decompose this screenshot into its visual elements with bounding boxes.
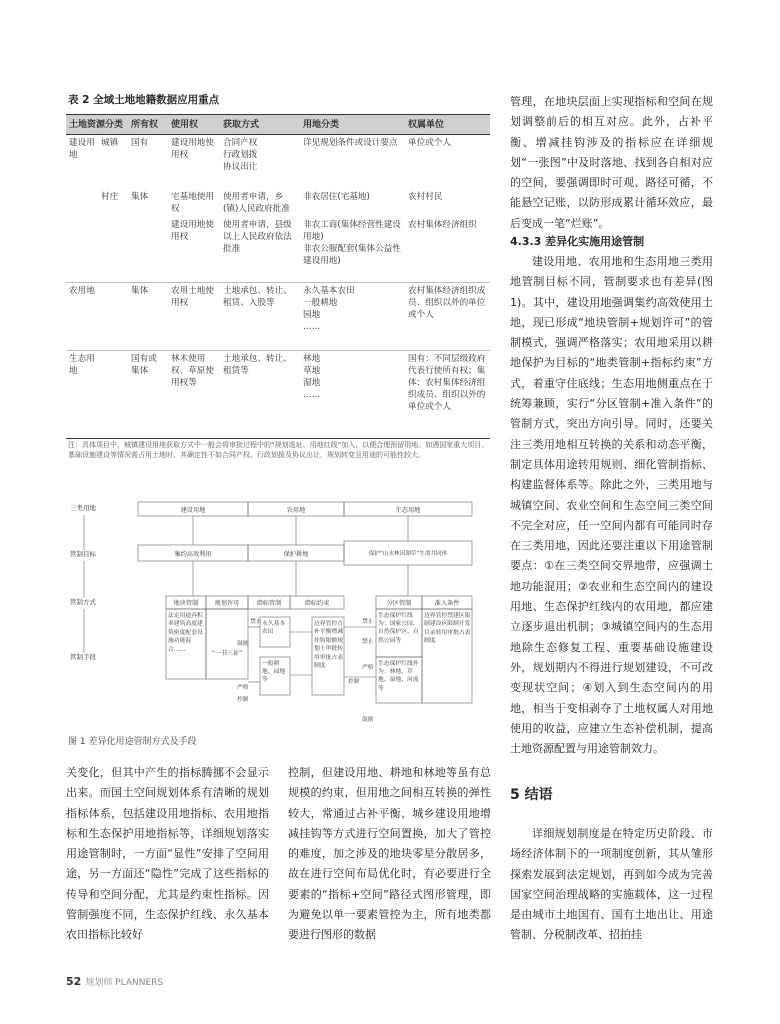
cell-use-right: 农用土地使用权 — [168, 283, 220, 351]
cell-ownership: 集体 — [131, 191, 149, 202]
table-header-row — [66, 115, 490, 135]
arrow-label: 禁止 — [250, 619, 262, 625]
cell-category — [66, 189, 98, 217]
table-caption: 表 2 全域土地地籍数据应用重点 — [68, 94, 220, 106]
arrow-label: 控制 — [237, 697, 249, 703]
row-label: 管制手段 — [70, 653, 96, 661]
arrow-label: 鼓励 — [237, 641, 249, 647]
cell-category: 生态用地 — [66, 351, 98, 439]
right-column-body — [510, 252, 713, 759]
cell-ownership: 国有 — [131, 138, 149, 148]
land-data-table — [66, 114, 490, 439]
row-label: 管制目标 — [70, 550, 96, 558]
cell-use-right: 宅基地使用权 — [171, 191, 214, 214]
cell-subcategory — [98, 283, 128, 351]
cell-class: 永久基本农田 一般耕地 园地 …… — [300, 283, 405, 351]
journal-name: 规划师 PLANNERS — [85, 978, 164, 988]
means-access: 边界管控禁建区限制建设区限制开发目录转用审批占表制度 — [424, 613, 471, 645]
cell-class: 详见规划条件或设计要点 — [303, 138, 398, 148]
cell-unit: 单位或个人 — [408, 138, 451, 148]
cell-acquisition: 土地承包、转让、租赁等 — [220, 351, 300, 439]
cell-ownership: 国有或集体 — [128, 351, 168, 439]
table-row — [66, 135, 490, 189]
means-yishu: “一书三证” — [211, 650, 243, 657]
cell-category: 建设用地 — [69, 138, 95, 160]
header-cell: 土地资源分类 — [66, 115, 128, 135]
cell-unit: 农村集体经济组织 — [408, 219, 477, 230]
paragraph: 关变化，但其中产生的指标腾挪不会显示出来。而国土空间规划体系有清晰的规划指标体系，包括建设用地指标、农用地指标和生态保护用地指标等，详细规划落实用途管制时，一方面“显性”安排了空间用途，另一方面还“隐性”完成了这些指标的传导和空间分配，尤其是约束性指标。因管制强度不同，生态保护红线、永久基本农田指标比较好 — [66, 766, 269, 942]
cell-ownership: 集体 — [128, 283, 168, 351]
page-number: 52 — [66, 975, 82, 988]
cell-acquisition: 土地承包、转让、租赁、入股等 — [220, 283, 300, 351]
cell-acquisition: 使用者申请，县级以上人民政府依法批准 — [223, 219, 292, 254]
section-title: 5 结语 — [510, 787, 553, 803]
method-label: 地块管制 — [173, 600, 199, 607]
arrow-label: 严格 — [237, 685, 249, 691]
means-control: 边界管控占补平衡增减挂钩限额规划土审批转用审批占表制度 — [314, 621, 343, 670]
means-farm: 永久基本农田 — [262, 621, 286, 635]
target-label: 集约高效利用 — [174, 551, 212, 558]
section-heading: 4.3.3 差异化实施用途管制 — [510, 235, 645, 248]
paragraph: 详细规划制度是在特定历史阶段、市场经济体制下的一项制度创新，其从雏形探索发展到法定规划，再到如今成为完善国家空间治理战略的实施载体，这一过程是由城市土地国有、国有土地出让、用途管制、分税制改革、招拍挂 — [510, 827, 713, 942]
method-label: 分区管制 — [386, 600, 412, 607]
header-cell: 所有权 — [128, 115, 168, 135]
table-row — [66, 283, 490, 351]
row-label: 管制方式 — [70, 598, 96, 606]
body-column-2 — [288, 763, 491, 946]
means-eco-out: 生态保护红线外为：林地、草地、湿地、河流等 — [378, 661, 419, 692]
cell-acquisition: 合同产权 行政划拨 协议出让 — [223, 138, 258, 172]
cell-subcategory: 城镇 — [101, 138, 119, 148]
land-type-label: 建设用地 — [180, 507, 206, 514]
cell-acquisition: 使用者申请，乡(镇)人民政府批准 — [223, 191, 290, 214]
paragraph: 控制，但建设用地、耕地和林地等虽有总规模的约束，但用地之间相互转换的弹性较大，常通过占补平衡、城乡建设用地增减挂钩等方式进行空间置换，加大了管控的难度，加之涉及的地块零星分散居多，故在进行空间布局优化时，有必要进行全要素的“指标+空间”路径式图形管理，即为避免以单一要素管控为主，所有地类都要进行图形的数据 — [288, 766, 491, 942]
table-row — [66, 351, 490, 439]
table-row — [66, 217, 490, 283]
header-cell: 使用权 — [168, 115, 220, 135]
arrow-label: 控制 — [348, 679, 360, 685]
header-cell: 权属单位 — [405, 115, 490, 135]
land-type-label: 生态用地 — [395, 507, 421, 514]
right-column-bottom — [510, 824, 713, 946]
table-row — [66, 189, 490, 217]
cell-ownership — [128, 217, 168, 283]
table-note: 注：具体项目中，城镇建设用地获取方式中一般会将审批过程中的“规划选址、用地红线”加入，以便合理预留用地。如遇国家重大项目、基础设施建设等情况需占用土地时，其确定性不如合同产权、行政划拨及协议出让，规划转变且用途的可能性较大。 — [68, 441, 489, 459]
cell-use-right: 林木使用权、草原使用权等 — [168, 351, 220, 439]
target-label: 保护耕地 — [283, 551, 309, 558]
arrow-label: 鼓励 — [362, 717, 374, 723]
arrow-label: 严格 — [362, 665, 374, 671]
means-general: 一般耕地、园地等 — [262, 661, 286, 683]
arrow-label: 禁止 — [362, 639, 374, 645]
cell-subcategory — [98, 217, 128, 283]
paragraph: 管理，在地块层面上实现指标和空间在规划调整前后的相互对应。此外，占补平衡、增减挂钩涉及的指标应在详细规划“一张图”中及时落地、找到各自相对应的空间，要强调即时可观、路径可循，不能悬空记账，以防形成累计循环效应，最后变成一笔“烂账”。 — [510, 95, 713, 230]
cell-class: 非农工商(集体经营性建设用地) 非农公服配套(集体公益性建设用地) — [303, 219, 401, 266]
method-label: 指标管制 — [256, 600, 282, 607]
means-build: 法定用途容积率建筑高度建筑密度配套设施功能混合…… — [168, 613, 203, 653]
header-cell: 获取方式 — [220, 115, 300, 135]
cell-category: 农用地 — [66, 283, 98, 351]
cell-class: 林地 草地 湿地 …… — [300, 351, 405, 439]
cell-unit: 国有：不同层级政府代表行使所有权；集体：农村集体经济组织成员、组织以外的单位或个人 — [405, 351, 490, 439]
cell-use-right: 建设用地使用权 — [171, 219, 214, 242]
figure-diagram — [66, 497, 494, 728]
target-label: 保护“山水林田湖草”生命共同体 — [368, 551, 448, 557]
method-label: 准入条件 — [434, 600, 460, 607]
right-column-top — [510, 92, 713, 234]
header-cell: 用地分类 — [300, 115, 405, 135]
cell-class: 非农居住(宅基地) — [303, 191, 370, 202]
method-label: 指标约束 — [304, 600, 330, 607]
page-footer — [66, 975, 163, 988]
cell-use-right: 建设用地使用权 — [171, 138, 214, 160]
row-label: 三类用地 — [70, 504, 96, 512]
cell-unit: 农村集体经济组织成员、组织以外的单位或个人 — [405, 283, 490, 351]
cell-subcategory — [98, 351, 128, 439]
figure-caption: 图 1 差异化用途管制方式及手段 — [68, 737, 197, 747]
paragraph: 建设用地、农用地和生态用地三类用地管制目标不同，管制要求也有差异(图1)。其中，建设用地强调集约高效使用土地，现已形成“地块管制+规划许可”的管制模式，强调严格落实；农用地采用以耕地保护为目标的“地类管制+指标约束”方式，着重守住底线；生态用地侧重点在于统筹兼顾，实行“分区管制+准入条件”的管制方式，突出方向引导。同时，还要关注三类用地相互转换的关系和动态平衡，制定具体用途转用规则、细化管制指标、构建监督体系等。除此之外，三类用地与城镇空间、农业空间和生态空间三类空间不完全对应，任一空间内都有可能同时存在三类用地，因此还要注重以下用途管制要点：①在三类空间交界地带，应强调土地功能混用；②农业和生态空间内的建设用地、生态保护红线内的农用地，都应建立逐步退出机制；③城镇空间内的生态用地除生态修复工程、重要基础设施建设外，规划期内不得进行规划建设，不可改变现状空间；④划入到生态空间内的用地，相当于变相剥夺了土地权属人对用地使用的收益，应建立生态补偿机制，提高土地资源配置与用途管制效力。 — [510, 255, 713, 756]
cell-subcategory: 村庄 — [101, 191, 119, 202]
arrow-label: 禁止 — [362, 619, 374, 625]
method-label: 规划许可 — [214, 600, 240, 607]
cell-category — [66, 217, 98, 283]
cell-unit: 农村村民 — [408, 191, 443, 202]
means-redline: 生态保护红线为：国家公园、自然保护区、自然公园等 — [378, 613, 419, 644]
land-type-label: 农用地 — [286, 507, 306, 514]
body-column-1 — [66, 763, 269, 946]
